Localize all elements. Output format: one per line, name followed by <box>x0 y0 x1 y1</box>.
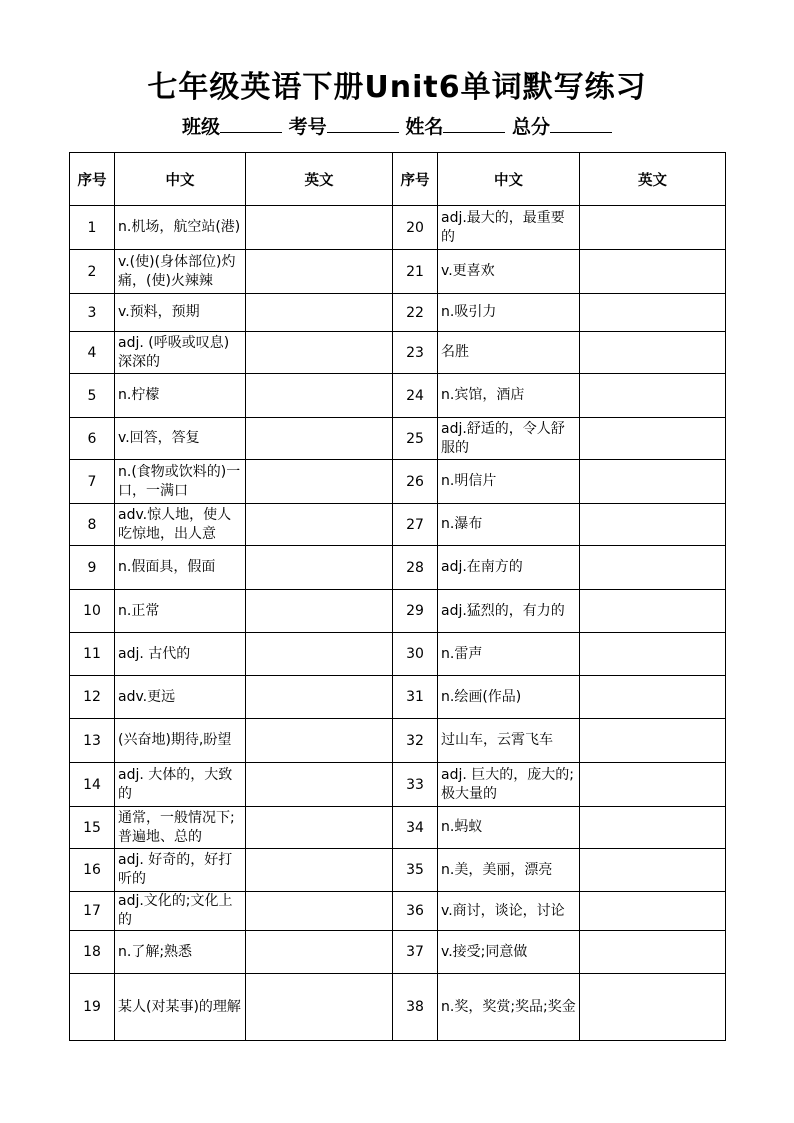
right-english-answer-cell[interactable] <box>580 763 726 807</box>
right-number-cell: 23 <box>393 332 438 374</box>
left-english-answer-cell[interactable] <box>246 332 393 374</box>
right-chinese-cell: 过山车，云霄飞车 <box>438 719 580 763</box>
left-english-answer-cell[interactable] <box>246 807 393 849</box>
right-english-answer-cell[interactable] <box>580 206 726 250</box>
left-chinese-cell: adv.惊人地，使人吃惊地，出人意 <box>115 504 246 546</box>
left-number-cell: 18 <box>70 931 115 974</box>
table-row <box>70 460 726 504</box>
right-number-cell: 28 <box>393 546 438 590</box>
class-label: 班级 <box>182 116 221 138</box>
right-chinese-cell: adj.在南方的 <box>438 546 580 590</box>
left-english-answer-cell[interactable] <box>246 374 393 418</box>
table-row <box>70 633 726 676</box>
right-number-cell: 24 <box>393 374 438 418</box>
right-number-cell: 36 <box>393 892 438 931</box>
left-number-cell: 12 <box>70 676 115 719</box>
right-number-cell: 34 <box>393 807 438 849</box>
table-row <box>70 763 726 807</box>
left-number-cell: 16 <box>70 849 115 892</box>
name-label: 姓名 <box>405 116 444 138</box>
right-number-cell: 22 <box>393 294 438 332</box>
right-chinese-cell: n.瀑布 <box>438 504 580 546</box>
right-english-answer-cell[interactable] <box>580 931 726 974</box>
right-chinese-cell: adj.最大的，最重要的 <box>438 206 580 250</box>
class-blank[interactable] <box>220 112 282 133</box>
left-english-answer-cell[interactable] <box>246 460 393 504</box>
right-english-answer-cell[interactable] <box>580 719 726 763</box>
table-row <box>70 206 726 250</box>
right-chinese-cell: adj.猛烈的，有力的 <box>438 590 580 633</box>
left-number-cell: 17 <box>70 892 115 931</box>
right-number-cell: 20 <box>393 206 438 250</box>
left-chinese-cell: adj. 古代的 <box>115 633 246 676</box>
left-english-answer-cell[interactable] <box>246 590 393 633</box>
table-row <box>70 374 726 418</box>
right-chinese-cell: n.绘画(作品) <box>438 676 580 719</box>
right-english-answer-cell[interactable] <box>580 504 726 546</box>
table-row <box>70 676 726 719</box>
table-row <box>70 974 726 1041</box>
right-number-cell: 30 <box>393 633 438 676</box>
table-row <box>70 719 726 763</box>
right-number-cell: 33 <box>393 763 438 807</box>
left-chinese-cell: n.柠檬 <box>115 374 246 418</box>
right-chinese-cell: n.蚂蚁 <box>438 807 580 849</box>
right-number-cell: 35 <box>393 849 438 892</box>
exam-no-label: 考号 <box>288 116 327 138</box>
right-chinese-cell: v.接受;同意做 <box>438 931 580 974</box>
left-number-cell: 13 <box>70 719 115 763</box>
right-chinese-cell: n.明信片 <box>438 460 580 504</box>
left-number-cell: 8 <box>70 504 115 546</box>
right-chinese-cell: n.美，美丽，漂亮 <box>438 849 580 892</box>
right-number-cell: 37 <box>393 931 438 974</box>
right-english-answer-cell[interactable] <box>580 460 726 504</box>
left-chinese-cell: n.(食物或饮料的)一口，一满口 <box>115 460 246 504</box>
vocabulary-table <box>69 152 726 1041</box>
left-chinese-cell: adj. 大体的，大致的 <box>115 763 246 807</box>
left-english-answer-cell[interactable] <box>246 676 393 719</box>
right-chinese-cell: v.商讨，谈论，讨论 <box>438 892 580 931</box>
left-english-answer-cell[interactable] <box>246 633 393 676</box>
header-seq-right: 序号 <box>393 153 438 206</box>
left-chinese-cell: 通常，一般情况下;普遍地、总的 <box>115 807 246 849</box>
left-number-cell: 9 <box>70 546 115 590</box>
right-chinese-cell: 名胜 <box>438 332 580 374</box>
left-english-answer-cell[interactable] <box>246 546 393 590</box>
right-number-cell: 29 <box>393 590 438 633</box>
header-chinese-left: 中文 <box>115 153 246 206</box>
right-number-cell: 26 <box>393 460 438 504</box>
left-english-answer-cell[interactable] <box>246 719 393 763</box>
left-chinese-cell: v.预料，预期 <box>115 294 246 332</box>
table-row <box>70 294 726 332</box>
student-info-line <box>0 112 794 139</box>
right-english-answer-cell[interactable] <box>580 418 726 460</box>
left-number-cell: 3 <box>70 294 115 332</box>
right-number-cell: 21 <box>393 250 438 294</box>
table-row <box>70 590 726 633</box>
right-english-answer-cell[interactable] <box>580 250 726 294</box>
left-english-answer-cell[interactable] <box>246 974 393 1041</box>
right-english-answer-cell[interactable] <box>580 849 726 892</box>
header-seq-left: 序号 <box>70 153 115 206</box>
left-chinese-cell: n.假面具，假面 <box>115 546 246 590</box>
left-chinese-cell: n.机场，航空站(港) <box>115 206 246 250</box>
right-chinese-cell: adj. 巨大的，庞大的;极大量的 <box>438 763 580 807</box>
right-english-answer-cell[interactable] <box>580 294 726 332</box>
left-number-cell: 14 <box>70 763 115 807</box>
left-english-answer-cell[interactable] <box>246 763 393 807</box>
right-english-answer-cell[interactable] <box>580 892 726 931</box>
left-number-cell: 19 <box>70 974 115 1041</box>
table-header-row <box>70 153 726 206</box>
table-row <box>70 332 726 374</box>
right-chinese-cell: n.雷声 <box>438 633 580 676</box>
name-blank[interactable] <box>443 112 505 133</box>
left-chinese-cell: v.(使)(身体部位)灼痛，(使)火辣辣 <box>115 250 246 294</box>
page-title: 七年级英语下册Unit6单词默写练习 <box>147 70 647 105</box>
left-chinese-cell: adj. 好奇的，好打听的 <box>115 849 246 892</box>
right-english-answer-cell[interactable] <box>580 590 726 633</box>
left-number-cell: 6 <box>70 418 115 460</box>
left-english-answer-cell[interactable] <box>246 418 393 460</box>
right-number-cell: 32 <box>393 719 438 763</box>
right-chinese-cell: v.更喜欢 <box>438 250 580 294</box>
table-row <box>70 849 726 892</box>
left-english-answer-cell[interactable] <box>246 206 393 250</box>
left-number-cell: 15 <box>70 807 115 849</box>
right-english-answer-cell[interactable] <box>580 374 726 418</box>
left-english-answer-cell[interactable] <box>246 931 393 974</box>
right-chinese-cell: adj.舒适的，令人舒服的 <box>438 418 580 460</box>
left-chinese-cell: (兴奋地)期待,盼望 <box>115 719 246 763</box>
left-chinese-cell: n.正常 <box>115 590 246 633</box>
left-english-answer-cell[interactable] <box>246 892 393 931</box>
left-chinese-cell: adj. (呼吸或叹息)深深的 <box>115 332 246 374</box>
right-english-answer-cell[interactable] <box>580 807 726 849</box>
header-chinese-right: 中文 <box>438 153 580 206</box>
table-row <box>70 546 726 590</box>
left-number-cell: 4 <box>70 332 115 374</box>
exam-no-blank[interactable] <box>327 112 399 133</box>
left-chinese-cell: adj.文化的;文化上的 <box>115 892 246 931</box>
right-number-cell: 27 <box>393 504 438 546</box>
left-number-cell: 1 <box>70 206 115 250</box>
score-label: 总分 <box>511 116 550 138</box>
left-english-answer-cell[interactable] <box>246 504 393 546</box>
right-english-answer-cell[interactable] <box>580 974 726 1041</box>
right-chinese-cell: n.吸引力 <box>438 294 580 332</box>
right-english-answer-cell[interactable] <box>580 332 726 374</box>
left-number-cell: 11 <box>70 633 115 676</box>
right-english-answer-cell[interactable] <box>580 633 726 676</box>
left-number-cell: 2 <box>70 250 115 294</box>
right-number-cell: 31 <box>393 676 438 719</box>
table-row <box>70 504 726 546</box>
right-chinese-cell: n.宾馆，酒店 <box>438 374 580 418</box>
table-row <box>70 807 726 849</box>
table-row <box>70 250 726 294</box>
table-row <box>70 931 726 974</box>
right-chinese-cell: n.奖，奖赏;奖品;奖金 <box>438 974 580 1041</box>
left-number-cell: 10 <box>70 590 115 633</box>
left-chinese-cell: n.了解;熟悉 <box>115 931 246 974</box>
right-english-answer-cell[interactable] <box>580 676 726 719</box>
left-english-answer-cell[interactable] <box>246 849 393 892</box>
left-english-answer-cell[interactable] <box>246 294 393 332</box>
left-number-cell: 7 <box>70 460 115 504</box>
right-english-answer-cell[interactable] <box>580 546 726 590</box>
left-english-answer-cell[interactable] <box>246 250 393 294</box>
left-chinese-cell: adv.更远 <box>115 676 246 719</box>
right-number-cell: 25 <box>393 418 438 460</box>
right-number-cell: 38 <box>393 974 438 1041</box>
score-blank[interactable] <box>550 112 612 133</box>
left-chinese-cell: 某人(对某事)的理解 <box>115 974 246 1041</box>
left-chinese-cell: v.回答，答复 <box>115 418 246 460</box>
header-english-left: 英文 <box>246 153 393 206</box>
header-english-right: 英文 <box>580 153 726 206</box>
table-row <box>70 418 726 460</box>
table-row <box>70 892 726 931</box>
left-number-cell: 5 <box>70 374 115 418</box>
